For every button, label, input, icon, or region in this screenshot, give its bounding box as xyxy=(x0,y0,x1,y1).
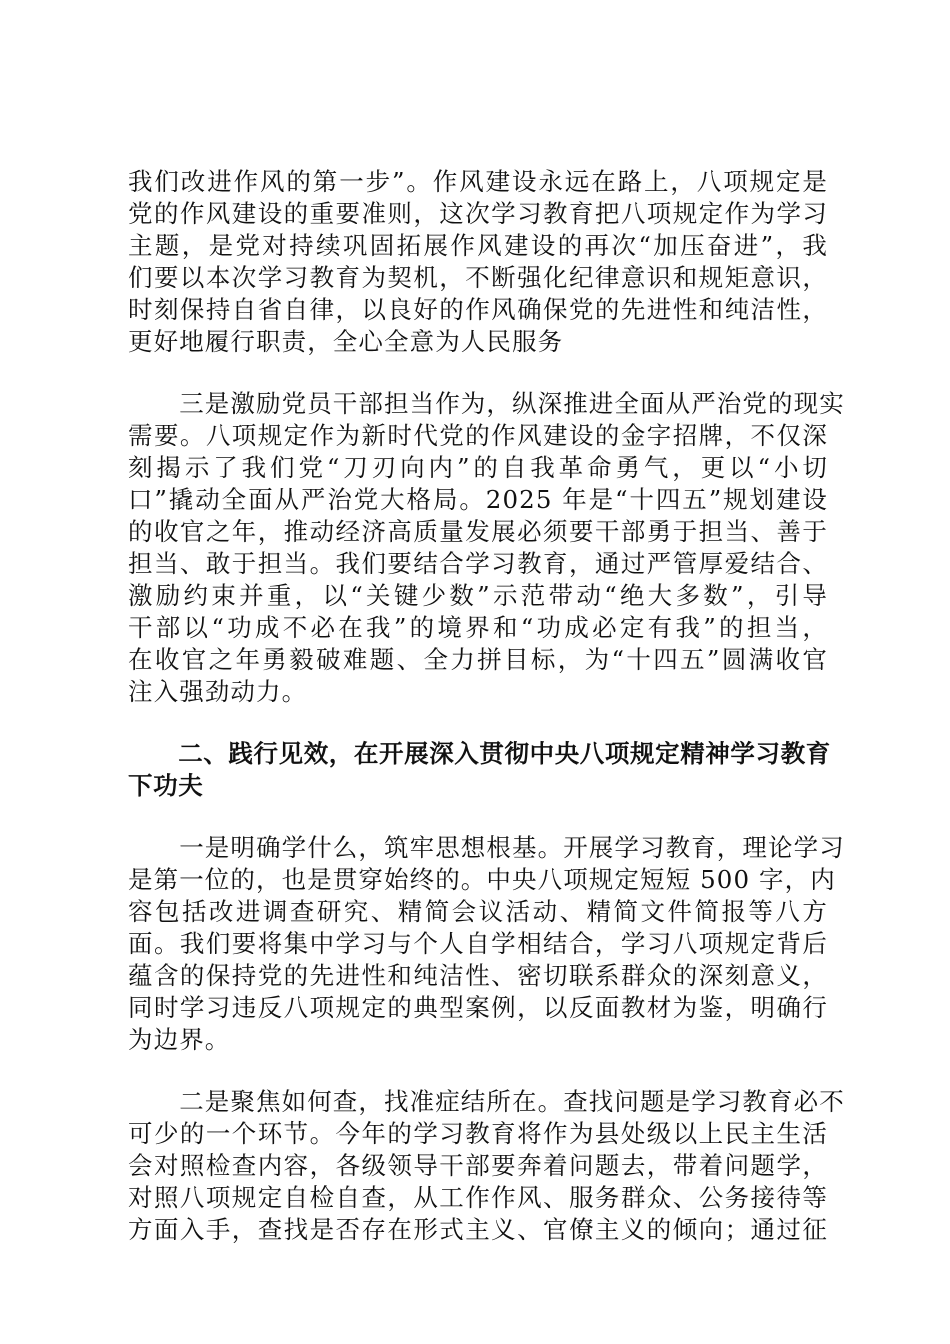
heading-line: 二、践行见效，在开展深入贯彻中央八项规定精神学习教育 xyxy=(128,739,831,768)
text-line: 干部以“功成不必在我”的境界和“功成必定有我”的担当， xyxy=(128,613,828,642)
text-line: 蕴含的保持党的先进性和纯洁性、密切联系群众的深刻意义， xyxy=(128,961,828,990)
paragraph-point-one xyxy=(128,832,845,1056)
text-line: 们要以本次学习教育为契机，不断强化纪律意识和规矩意识， xyxy=(128,263,828,292)
text-line: 时刻保持自省自律，以良好的作风确保党的先进性和纯洁性， xyxy=(128,295,828,324)
text-line: 主题，是党对持续巩固拓展作风建设的再次“加压奋进”，我 xyxy=(128,231,828,260)
text-line: 党的作风建设的重要准则，这次学习教育把八项规定作为学习 xyxy=(128,199,828,228)
text-line: 为边界。 xyxy=(128,1025,231,1054)
paragraph-style-construction xyxy=(128,166,828,358)
paragraph-point-two xyxy=(128,1086,845,1246)
heading-line: 下功夫 xyxy=(128,771,204,800)
text-line: 口”撬动全面从严治党大格局。2025 年是“十四五”规划建设 xyxy=(128,485,828,514)
text-line: 担当、敢于担当。我们要结合学习教育，通过严管厚爱结合、 xyxy=(128,549,828,578)
text-line: 方面入手，查找是否存在形式主义、官僚主义的倾向；通过征 xyxy=(128,1215,828,1244)
text-line: 我们改进作风的第一步”。作风建设永远在路上，八项规定是 xyxy=(128,167,828,196)
text-line: 会对照检查内容，各级领导干部要奔着问题去，带着问题学， xyxy=(128,1151,828,1180)
text-line: 是第一位的，也是贯穿始终的。中央八项规定短短 500 字，内 xyxy=(128,865,836,894)
text-line: 激励约束并重，以“关键少数”示范带动“绝大多数”，引导 xyxy=(128,581,828,610)
text-line: 三是激励党员干部担当作为，纵深推进全面从严治党的现实 xyxy=(128,389,845,418)
text-line: 刻揭示了我们党“刀刃向内”的自我革命勇气，更以“小切 xyxy=(128,453,828,482)
text-line: 一是明确学什么，筑牢思想根基。开展学习教育，理论学习 xyxy=(128,833,845,862)
text-line: 同时学习违反八项规定的典型案例，以反面教材为鉴，明确行 xyxy=(128,993,828,1022)
text-line: 容包括改进调查研究、精简会议活动、精简文件简报等八方 xyxy=(128,897,828,926)
section-heading xyxy=(128,738,831,802)
text-line: 二是聚焦如何查，找准症结所在。查找问题是学习教育必不 xyxy=(128,1087,845,1116)
text-line: 更好地履行职责，全心全意为人民服务 xyxy=(128,327,564,356)
text-line: 的收官之年，推动经济高质量发展必须要干部勇于担当、善于 xyxy=(128,517,828,546)
text-line: 注入强劲动力。 xyxy=(128,677,308,706)
text-line: 可少的一个环节。今年的学习教育将作为县处级以上民主生活 xyxy=(128,1119,828,1148)
paragraph-point-three xyxy=(128,388,845,708)
text-line: 在收官之年勇毅破难题、全力拼目标，为“十四五”圆满收官 xyxy=(128,645,828,674)
text-line: 对照八项规定自检自查，从工作作风、服务群众、公务接待等 xyxy=(128,1183,828,1212)
document-body xyxy=(128,166,845,1276)
text-line: 面。我们要将集中学习与个人自学相结合，学习八项规定背后 xyxy=(128,929,828,958)
text-line: 需要。八项规定作为新时代党的作风建设的金字招牌，不仅深 xyxy=(128,421,828,450)
